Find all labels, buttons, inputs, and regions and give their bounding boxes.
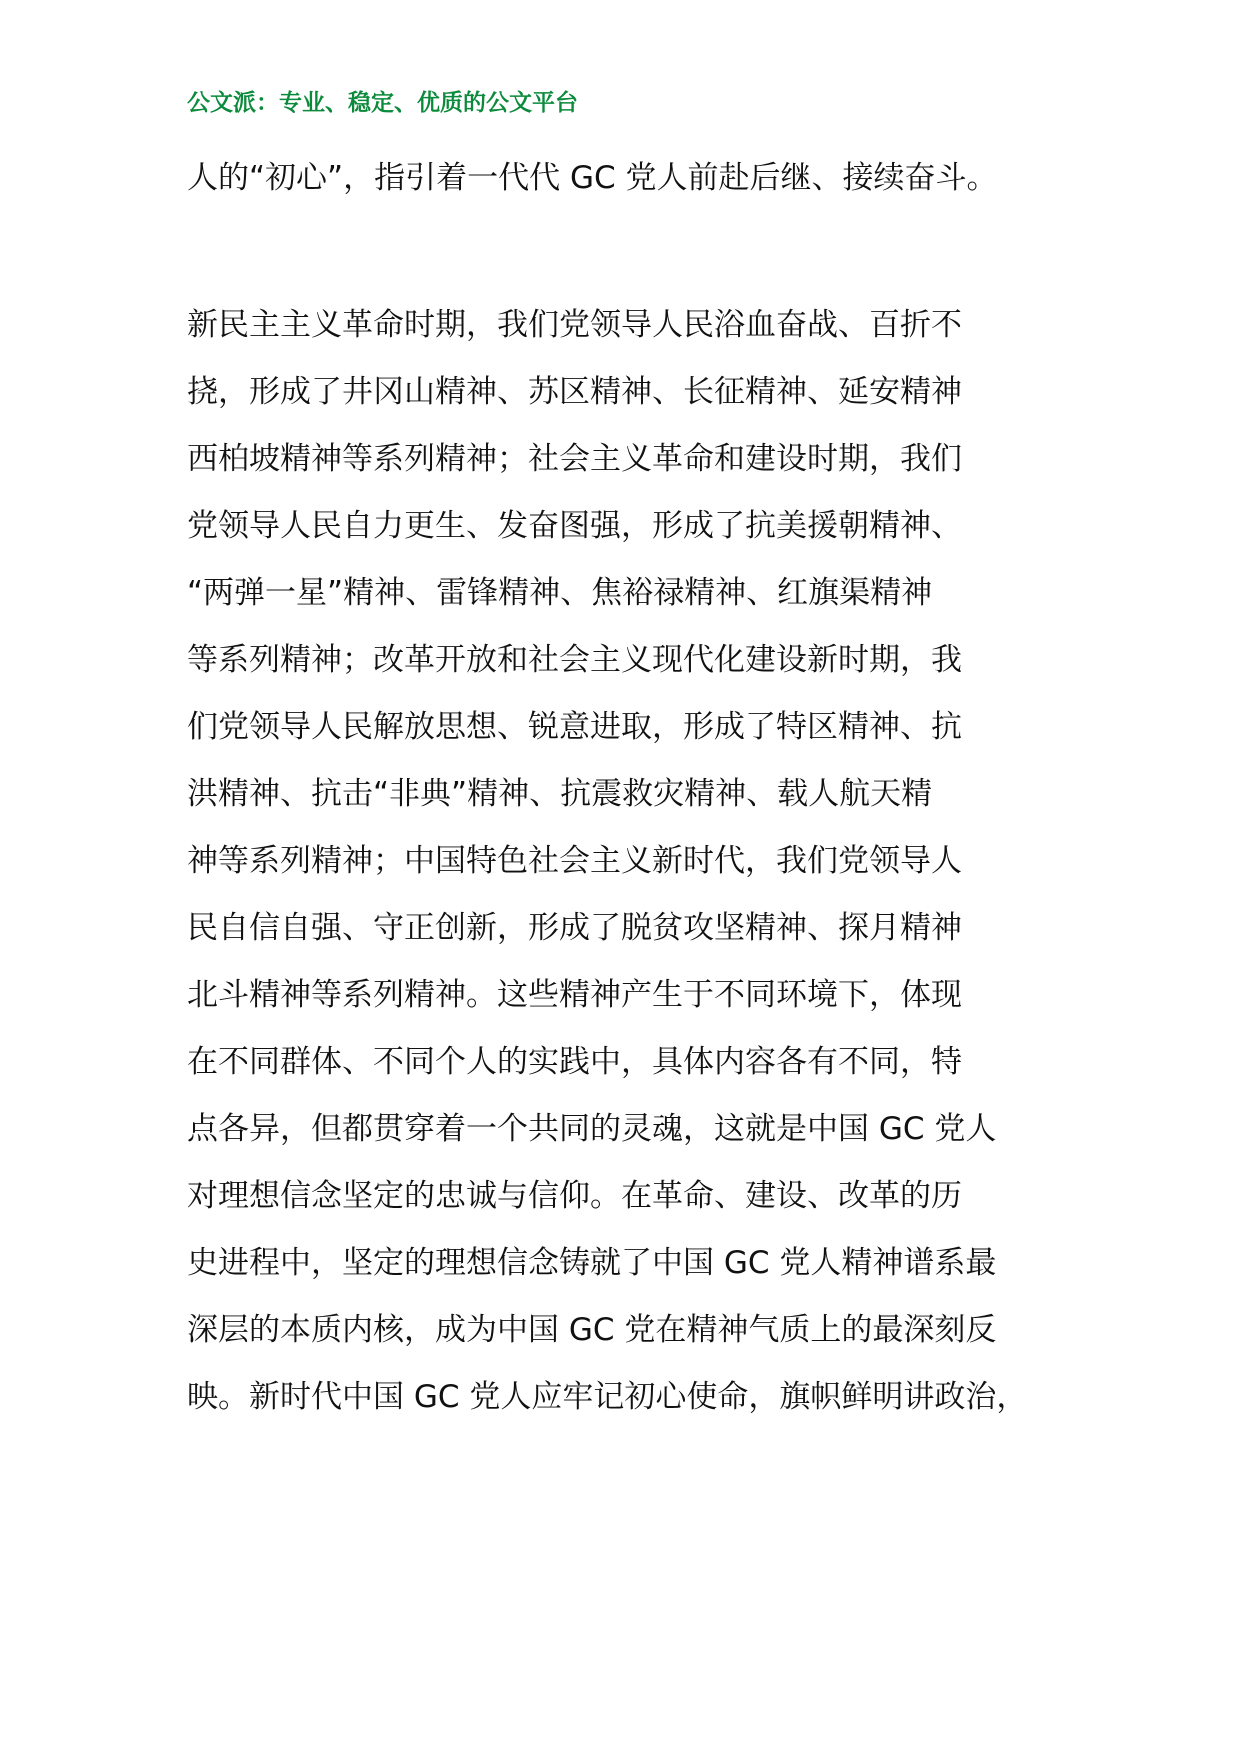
text-line: 新民主主义革命时期，我们党领导人民浴血奋战、百折不 [187, 307, 962, 343]
text-line: 人的“初心”，指引着一代代 GC 党人前赴后继、接续奋斗。 [187, 160, 998, 196]
header-banner: 公文派：专业、稳定、优质的公文平台 [187, 89, 578, 116]
text-line: 西柏坡精神等系列精神；社会主义革命和建设时期，我们 [187, 441, 962, 477]
text-line: “两弹一星”精神、雷锋精神、焦裕禄精神、红旗渠精神 [187, 575, 933, 611]
text-line: 洪精神、抗击“非典”精神、抗震救灾精神、载人航天精 [187, 776, 933, 812]
text-line: 挠，形成了井冈山精神、苏区精神、长征精神、延安精神 [187, 374, 962, 410]
text-line: 们党领导人民解放思想、锐意进取，形成了特区精神、抗 [187, 709, 962, 745]
text-line: 党领导人民自力更生、发奋图强，形成了抗美援朝精神、 [187, 508, 962, 544]
text-line: 等系列精神；改革开放和社会主义现代化建设新时期，我 [187, 642, 962, 678]
text-line: 在不同群体、不同个人的实践中，具体内容各有不同，特 [187, 1044, 962, 1080]
text-line: 深层的本质内核，成为中国 GC 党在精神气质上的最深刻反 [187, 1312, 997, 1348]
text-line: 点各异，但都贯穿着一个共同的灵魂，这就是中国 GC 党人 [187, 1111, 997, 1147]
text-line: 神等系列精神；中国特色社会主义新时代，我们党领导人 [187, 843, 962, 879]
text-line: 映。新时代中国 GC 党人应牢记初心使命，旗帜鲜明讲政治， [187, 1379, 1028, 1415]
text-line: 民自信自强、守正创新，形成了脱贫攻坚精神、探月精神 [187, 910, 962, 946]
text-line: 北斗精神等系列精神。这些精神产生于不同环境下，体现 [187, 977, 962, 1013]
text-line: 史进程中，坚定的理想信念铸就了中国 GC 党人精神谱系最 [187, 1245, 997, 1281]
text-line: 对理想信念坚定的忠诚与信仰。在革命、建设、改革的历 [187, 1178, 962, 1214]
